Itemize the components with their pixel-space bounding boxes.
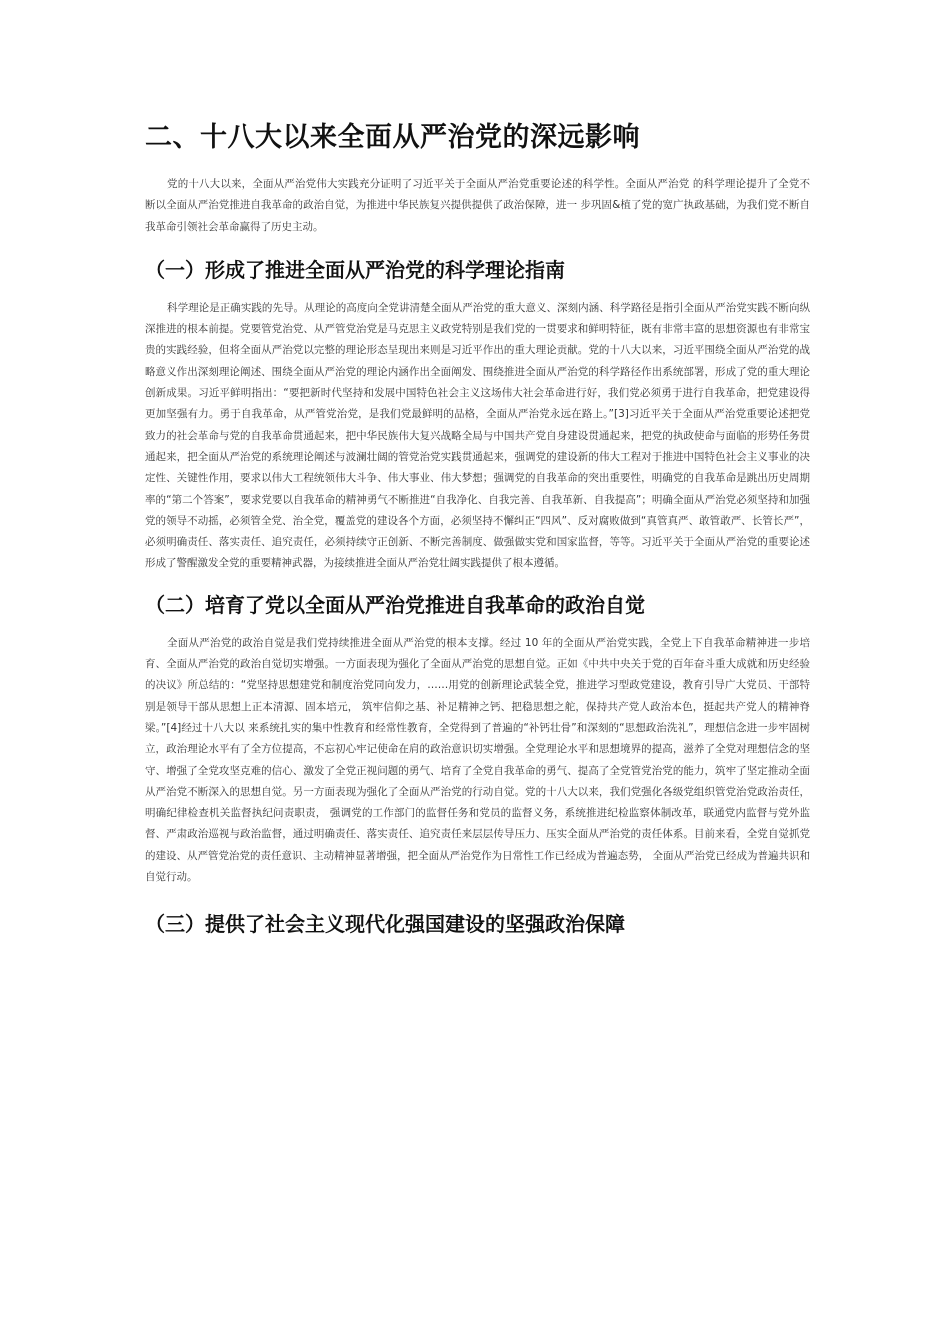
section-3-heading: （三）提供了社会主义现代化强国建设的坚强政治保障 [145, 912, 625, 937]
section-1-paragraph: 科学理论是正确实践的先导。从理论的高度向全党讲清楚全面从严治党的重大意义、深刻内涵、科学路径是指引全面从严治党实践不断向纵深推进的根本前提。党要管党治党、从严管党治党是马克思主义政党特别是我们党的一贯要求和鲜明特征，既有非常丰富的思想资源也有非常宝贵的实践经验，但将全面从严治党以完整的理论形态呈现出来则是习近平作出的重大理论贡献。党的十八大以来，习近平围绕全面从严治党的战略意义作出深刻理论阐述、围绕全面从严治党的理论内涵作出全面阐发、围绕推进全面从严治党的科学路径作出系统部署，形成了党的重大理论创新成果。习近平鲜明指出：“要把新时代坚持和发展中国特色社会主义这场伟大社会革命进行好，我们党必须勇于进行自我革命，把党建设得更加坚强有力。勇于自我革命，从严管党治党，是我们党最鲜明的品格，全面从严治党永远在路上。”[3]习近平关于全面从严治党重要论述把党致力的社会革命与党的自我革命贯通起来，把中华民族伟大复兴战略全局与中国共产党自身建设贯通起来，把党的执政使命与面临的形势任务贯通起来，把全面从严治党的系统理论阐述与波澜壮阔的管党治党实践贯通起来，强调党的建设新的伟大工程对于推进中国特色社会主义事业的决定性、关键性作用，要求以伟大工程统领伟大斗争、伟大事业、伟大梦想；强调党的自我革命的突出重要性，明确党的自我革命是跳出历史周期率的“第二个答案”，要求党要以自我革命的精神勇气不断推进“自我净化、自我完善、自我革新、自我提高”；明确全面从严治党必须坚持和加强党的领导不动摇，必须管全党、治全党，覆盖党的建设各个方面，必须坚持不懈纠正“四风”、反对腐败做到“真管真严、敢管敢严、长管长严”，必须明确责任、落实责任、追究责任，必须持续守正创新、不断完善制度、做强做实党和国家监督，等等。习近平关于全面从严治党的重要论述形成了警醒激发全党的重要精神武器，为接续推进全面从严治党壮阔实践提供了根本遵循。 [145, 301, 810, 570]
page-title: 二、十八大以来全面从严治党的深远影响 [145, 122, 640, 153]
intro-paragraph: 党的十八大以来，全面从严治党伟大实践充分证明了习近平关于全面从严治党重要论述的科学性。全面从严治党 的科学理论提升了全党不断以全面从严治党推进自我革命的政治自觉，为推进中华民族复兴提供提供了政治保障，进一 步巩固&植了党的宽广执政基础，为我们党不断自我革命引领社会革命赢得了历史主动。 [145, 178, 810, 233]
section-1-heading: （一）形成了推进全面从严治党的科学理论指南 [145, 257, 565, 282]
document-page [145, 110, 810, 946]
section-2-heading: （二）培育了党以全面从严治党推进自我革命的政治自觉 [145, 592, 645, 617]
section-2-paragraph: 全面从严治党的政治自觉是我们党持续推进全面从严治党的根本支撑。经过 10 年的全面从严治党实践，全党上下自我革命精神进一步培育、全面从严治党的政治自觉切实增强。一方面表现为强化了全面从严治党的思想自觉。正如《中共中央关于党的百年奋斗重大成就和历史经验的决议》所总结的：“党坚持思想建党和制度治党同向发力，……用党的创新理论武装全党，推进学习型政党建设，教育引导广大党员、干部特别是领导干部从思想上正本清源、固本培元， 筑牢信仰之基、补足精神之钙、把稳思想之舵，保持共产党人政治本色，挺起共产党人的精神脊梁。”[4]经过十八大以 来系统扎实的集中性教育和经常性教育，全党得到了普遍的“补钙壮骨”和深刻的“思想政治洗礼”，理想信念进一步牢固树立，政治理论水平有了全方位提高，不忘初心牢记使命在肩的政治意识切实增强。全党理论水平和思想境界的提高，滋养了全党对理想信念的坚守、增强了全党攻坚克难的信心、激发了全党正视问题的勇气、培育了全党自我革命的勇气、提高了全党管党治党的能力，筑牢了坚定推动全面从严治党不断深入的思想自觉。另一方面表现为强化了全面从严治党的行动自觉。党的十八大以来，我们党强化各级党组织管党治党政治责任，明确纪律检查机关监督执纪问责职责， 强调党的工作部门的监督任务和党员的监督义务，系统推进纪检监察体制改革，联通党内监督与党外监督、严肃政治巡视与政治监督，通过明确责任、落实责任、追究责任来层层传导压力、压实全面从严治党的责任体系。目前来看，全党自觉抓党的建设、从严管党治党的责任意识、主动精神显著增强，把全面从严治党作为日常性工作已经成为普遍态势， 全面从严治党已经成为普遍共识和自觉行动。 [145, 636, 810, 884]
